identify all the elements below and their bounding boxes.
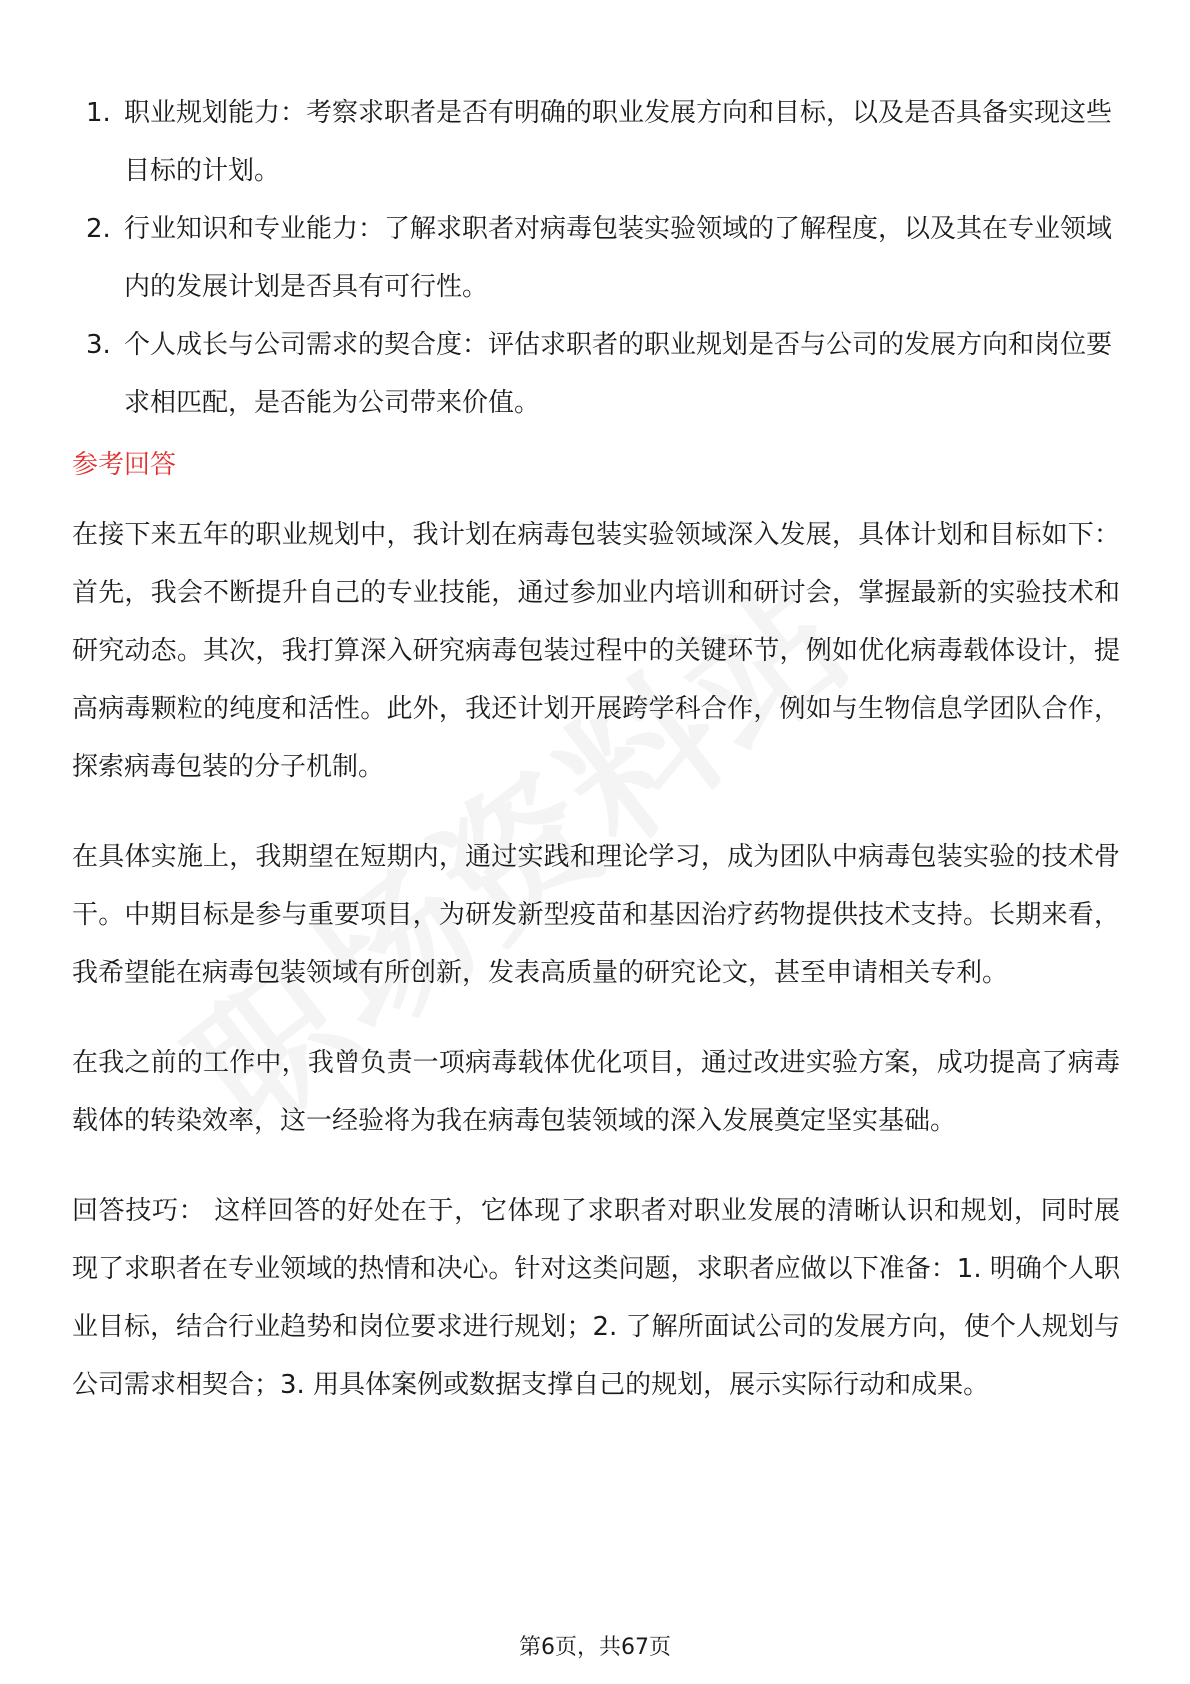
list-item-text: 职业规划能力：考察求职者是否有明确的职业发展方向和目标，以及是否具备实现这些目标的计划。	[124, 98, 1113, 186]
list-item	[72, 84, 1120, 200]
list-item	[72, 200, 1120, 316]
page-content	[72, 84, 1120, 1446]
list-item-number: 3.	[86, 330, 111, 360]
page-number-footer: 第6页，共67页	[519, 1635, 671, 1660]
answer-paragraph: 在接下来五年的职业规划中，我计划在病毒包装实验领域深入发展，具体计划和目标如下：首先，我会不断提升自己的专业技能，通过参加业内培训和研讨会，掌握最新的实验技术和研究动态。其次，我打算深入研究病毒包装过程中的关键环节，例如优化病毒载体设计，提高病毒颗粒的纯度和活性。此外，我还计划开展跨学科合作，例如与生物信息学团队合作，探索病毒包装的分子机制。	[72, 520, 1120, 782]
list-item-text: 个人成长与公司需求的契合度：评估求职者的职业规划是否与公司的发展方向和岗位要求相匹配，是否能为公司带来价值。	[124, 330, 1113, 418]
list-item-number: 2.	[86, 214, 111, 244]
list-item-number: 1.	[86, 98, 111, 128]
answer-tips-paragraph: 回答技巧： 这样回答的好处在于，它体现了求职者对职业发展的清晰认识和规划，同时展现了求职者在专业领域的热情和决心。针对这类问题，求职者应做以下准备：1. 明确个人职业目标，结合行业趋势和岗位要求进行规划；2. 了解所面试公司的发展方向，使个人规划与公司需求相契合；3. 用具体案例或数据支撑自己的规划，展示实际行动和成果。	[72, 1196, 1120, 1400]
list-item	[72, 316, 1120, 432]
answer-paragraph: 在具体实施上，我期望在短期内，通过实践和理论学习，成为团队中病毒包装实验的技术骨干。中期目标是参与重要项目，为研发新型疫苗和基因治疗药物提供技术支持。长期来看，我希望能在病毒包装领域有所创新，发表高质量的研究论文，甚至申请相关专利。	[72, 842, 1120, 988]
criteria-list	[72, 84, 1120, 432]
answer-heading: 参考回答	[72, 450, 177, 480]
answer-paragraph: 在我之前的工作中，我曾负责一项病毒载体优化项目，通过改进实验方案，成功提高了病毒载体的转染效率，这一经验将为我在病毒包装领域的深入发展奠定坚实基础。	[72, 1048, 1120, 1136]
list-item-text: 行业知识和专业能力：了解求职者对病毒包装实验领域的了解程度，以及其在专业领域内的发展计划是否具有可行性。	[124, 214, 1113, 302]
